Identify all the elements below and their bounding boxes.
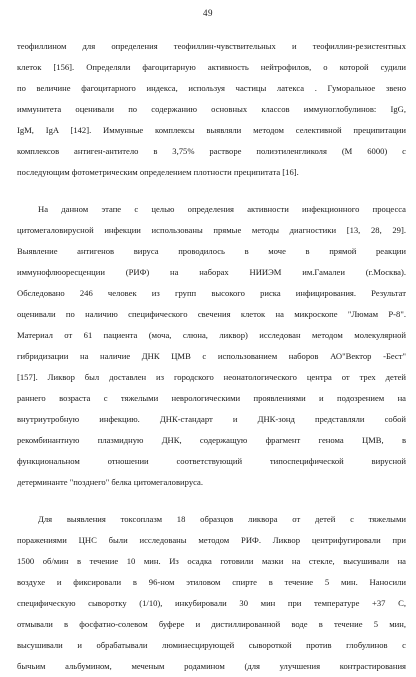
- text-line: последующим фотометрическим определением плотности преципитата [16].: [17, 167, 299, 177]
- text-line: Для выявления токсоплазм 18 образцов ликвора от детей с тяжелыми: [38, 514, 406, 524]
- text-body: [17, 36, 406, 677]
- text-line: IgM, IgA [142]. Иммунные комплексы выявляли методом селективной преципитации: [17, 125, 406, 135]
- text-line: рекомбинантную плазмидную ДНК, содержащую фрагмент генома ЦМВ, в: [17, 435, 406, 445]
- text-line: по величине фагоцитарного индекса, используя частицы латекса . Гуморальное звено: [17, 83, 406, 93]
- text-line: клеток [156]. Определяли фагоцитарную активность нейтрофилов, о которой судили: [17, 62, 406, 72]
- page-number: 49: [203, 8, 213, 18]
- text-line: 1500 об/мин в течение 10 мин. Из осадка готовили мазки на стекле, высушивали на: [17, 556, 406, 566]
- text-line: детерминанте "позднего" белка цитомегаловируса.: [17, 477, 203, 487]
- text-line: теофиллином для определения теофиллин-чувствительных и теофиллин-резистентных: [17, 41, 406, 51]
- text-line: На данном этапе с целью определения активности инфекционного процесса: [38, 204, 406, 214]
- text-line: Обследовано 246 человек из групп высокого риска инфицирования. Результат: [17, 288, 406, 298]
- text-line: оценивали по наличию специфического свечения клеток на микроскопе "Люмам Р-8".: [17, 309, 406, 319]
- text-line: цитомегаловирусной инфекции использованы прямые методы диагностики [13, 28, 29].: [17, 225, 406, 235]
- text-line: воздухе и фиксировали в 96-ном этиловом спирте в течение 5 мин. Наносили: [17, 577, 406, 587]
- paragraph-immune-methods: [17, 36, 406, 183]
- text-line: специфическую сыворотку (1/10), инкубировали 30 мин при температуре +37 С,: [17, 598, 406, 608]
- text-line: Материал от 61 пациента (моча, слюна, ликвор) исследован методом молекулярной: [17, 330, 406, 340]
- text-line: Выявление антигенов вируса проводилось в моче в прямой реакции: [17, 246, 406, 256]
- text-line: поражениями ЦНС были исследованы методом РИФ. Ликвор центрифугировали при: [17, 535, 406, 545]
- paragraph-gap: [17, 493, 406, 509]
- text-line: высушивали и обрабатывали люминесцирующей сывороткой против глобулинов с: [17, 640, 406, 650]
- text-line: гибридизации на наличие ДНК ЦМВ с использованием наборов АО"Вектор -Бест": [17, 351, 406, 361]
- text-line: функциональном отношении соответствующий типоспецифической вирусной: [17, 456, 406, 466]
- paragraph-gap: [17, 183, 406, 199]
- text-line: отмывали в фосфатно-солевом буфере и дистиллированной воде в течение 5 мин,: [17, 619, 406, 629]
- text-line: бычьим альбумином, меченым родамином (для улучшения контрастирования: [17, 661, 406, 671]
- text-line: комплексов антиген-антитело в 3,75% растворе полиэтиленгликоля (М 6000) с: [17, 146, 406, 156]
- paragraph-toxoplasma: [17, 509, 406, 677]
- text-line: раннего возраста с тяжелыми неврологическими проявлениями и подозрением на: [17, 393, 406, 403]
- text-line: иммунофлюоресценции (РИФ) на наборах НИИЭМ им.Гамалеи (г.Москва).: [17, 267, 406, 277]
- text-line: иммунитета оценивали по содержанию основных классов иммуноглобулинов: IgG,: [17, 104, 406, 114]
- text-line: [157]. Ликвор был доставлен из городского неонатологического центра от трех детей: [17, 372, 406, 382]
- text-line: внутриутробную инфекцию. ДНК-стандарт и ДНК-зонд представляли собой: [17, 414, 406, 424]
- paragraph-cmv-diagnostics: [17, 199, 406, 493]
